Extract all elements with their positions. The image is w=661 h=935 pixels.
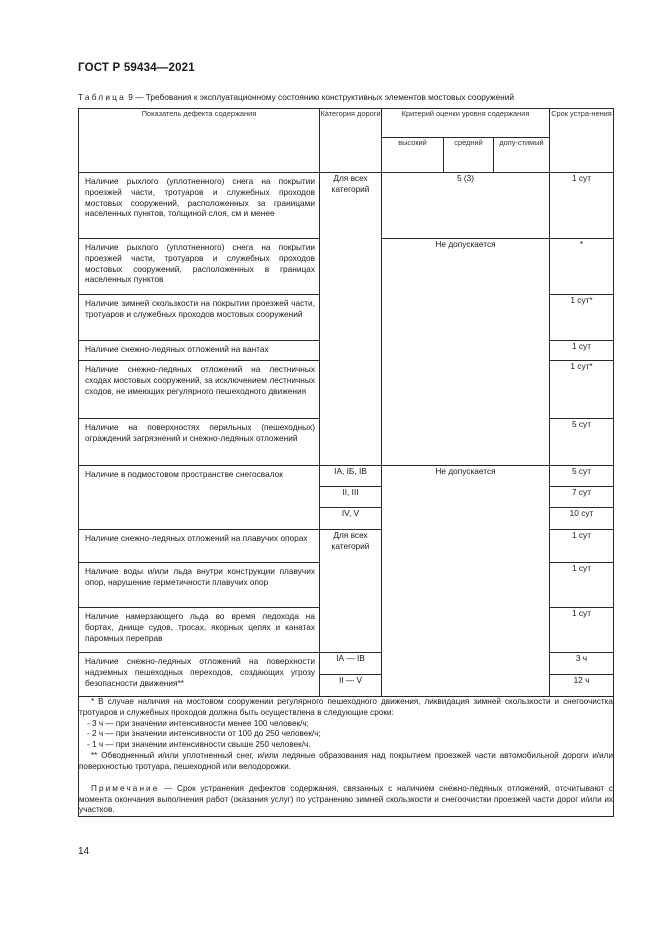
term-cell: 1 сут	[550, 530, 614, 563]
table-remark	[79, 784, 613, 816]
caption-text: Требования к эксплуатационному состоянию конструктивных элементов мостовых сооружений	[145, 92, 515, 102]
term-cell: 1 сут	[550, 608, 614, 653]
header-medium: средний	[444, 138, 494, 173]
header-allowed: допу-стимый	[494, 138, 550, 173]
term-cell: 1 сут*	[550, 295, 614, 341]
criteria-cell: Не допускается	[382, 466, 550, 697]
term-cell: 12 ч	[550, 675, 614, 697]
term-cell: 5 сут	[550, 466, 614, 487]
term-cell: 1 сут	[550, 563, 614, 608]
indicator-cell: Наличие снежно-ледяных отложений на лестничных сходах мостовых сооружений, за исключением лестничных сходов, не имеющих регулярного пешеходного движения	[79, 361, 320, 419]
footnote-item: - 2 ч — при значении интенсивности от 100 до 250 человек/ч;	[87, 729, 321, 739]
indicator-cell: Наличие воды и/или льда внутри конструкции плавучих опор, нарушение герметичности плавучих опор	[79, 563, 320, 608]
term-cell: 1 сут	[550, 341, 614, 361]
term-cell: 10 сут	[550, 508, 614, 530]
table-caption	[78, 92, 618, 102]
header-high: высокий	[382, 138, 444, 173]
term-cell: 7 сут	[550, 487, 614, 508]
indicator-cell: Наличие рыхлого (уплотненного) снега на покрытии проезжей части, тротуаров и служебных проходов мостовых сооружений, расположенных в границах населенных пунктов	[79, 239, 320, 295]
header-term: Срок устра-нения	[550, 109, 614, 173]
header-row-1	[79, 109, 614, 138]
table-row	[79, 466, 614, 487]
footnote-star: * В случае наличия на мостовом сооружении регулярного пешеходного движения, ликвидация зимней скользкости и снегоочистка тротуаров и служебных проходов должна быть осуществлена в следующие сроки:	[79, 697, 613, 717]
category-cell: II — V	[320, 675, 382, 697]
caption-dash: —	[135, 92, 144, 102]
indicator-cell: Наличие рыхлого (уплотненного) снега на покрытии проезжей части, тротуаров и служебных проходов мостовых сооружений, расположенных за границами населенных пунктов, толщиной слоя, см и менее	[79, 173, 320, 239]
footnote-item: - 3 ч — при значении интенсивности менее 100 человек/ч;	[87, 718, 309, 728]
table-row	[79, 173, 614, 239]
term-cell: 3 ч	[550, 653, 614, 675]
indicator-cell: Наличие на поверхностях перильных (пешеходных) ограждений загрязнений и снежно-ледяных отложений	[79, 419, 320, 466]
term-cell: *	[550, 239, 614, 295]
category-cell: Для всех категорий	[320, 173, 382, 466]
indicator-cell: Наличие в подмостовом пространстве снегосвалок	[79, 466, 320, 530]
header-category: Категория дороги	[320, 109, 382, 173]
category-cell: IV, V	[320, 508, 382, 530]
footnote-item: - 1 ч — при значении интенсивности свыше 250 человек/ч.	[87, 740, 311, 750]
category-cell: IА, IБ, IВ	[320, 466, 382, 487]
criteria-cell: Не допускается	[382, 239, 550, 466]
remark-text: — Срок устранения дефектов содержания, связанных с наличием снежно-ледяных отложений, отсчитывают с момента окончания выполнения работ (оказания услуг) по устранению зимней скользкости и снегоочистки проезжей части дорог и/или их участков.	[79, 783, 613, 815]
term-cell: 1 сут*	[550, 361, 614, 419]
term-cell: 1 сут	[550, 173, 614, 239]
indicator-cell: Наличие снежно-ледяных отложений на плавучих опорах	[79, 530, 320, 563]
criteria-cell: 5 (3)	[382, 173, 550, 239]
caption-number: 9	[128, 92, 133, 102]
caption-label: Таблица	[78, 92, 126, 102]
indicator-cell: Наличие намерзающего льда во время ледохода на бортах, днище судов, тросах, якорных цепях и канатах паромных переправ	[79, 608, 320, 653]
footnote-double-star: ** Обводненный и/или уплотненный снег, и/или ледяные образования над покрытием проезжей части автомобильной дороги и/или поверхностью тротуара, пешеходной или велодорожки.	[79, 751, 613, 771]
document-code: ГОСТ Р 59434—2021	[78, 62, 195, 74]
notes-cell	[79, 697, 614, 817]
header-criteria: Критерий оценки уровня содержания	[382, 109, 550, 138]
header-indicator: Показатель дефекта содержания	[79, 109, 320, 173]
notes-row	[79, 697, 614, 817]
page-number: 14	[78, 846, 90, 857]
category-cell: II, III	[320, 487, 382, 508]
category-cell: Для всех категорий	[320, 530, 382, 653]
notes-spacer	[79, 773, 613, 784]
term-cell: 5 сут	[550, 419, 614, 466]
indicator-cell: Наличие зимней скользкости на покрытии проезжей части, тротуаров и служебных проходов мостовых сооружений	[79, 295, 320, 341]
indicator-cell: Наличие снежно-ледяных отложений на поверхности надземных пешеходных переходов, создающих угрозу безопасности движения**	[79, 653, 320, 697]
category-cell: IА — IВ	[320, 653, 382, 675]
requirements-table	[78, 108, 614, 817]
indicator-cell: Наличие снежно-ледяных отложений на вантах	[79, 341, 320, 361]
remark-label: Примечание	[91, 783, 160, 793]
